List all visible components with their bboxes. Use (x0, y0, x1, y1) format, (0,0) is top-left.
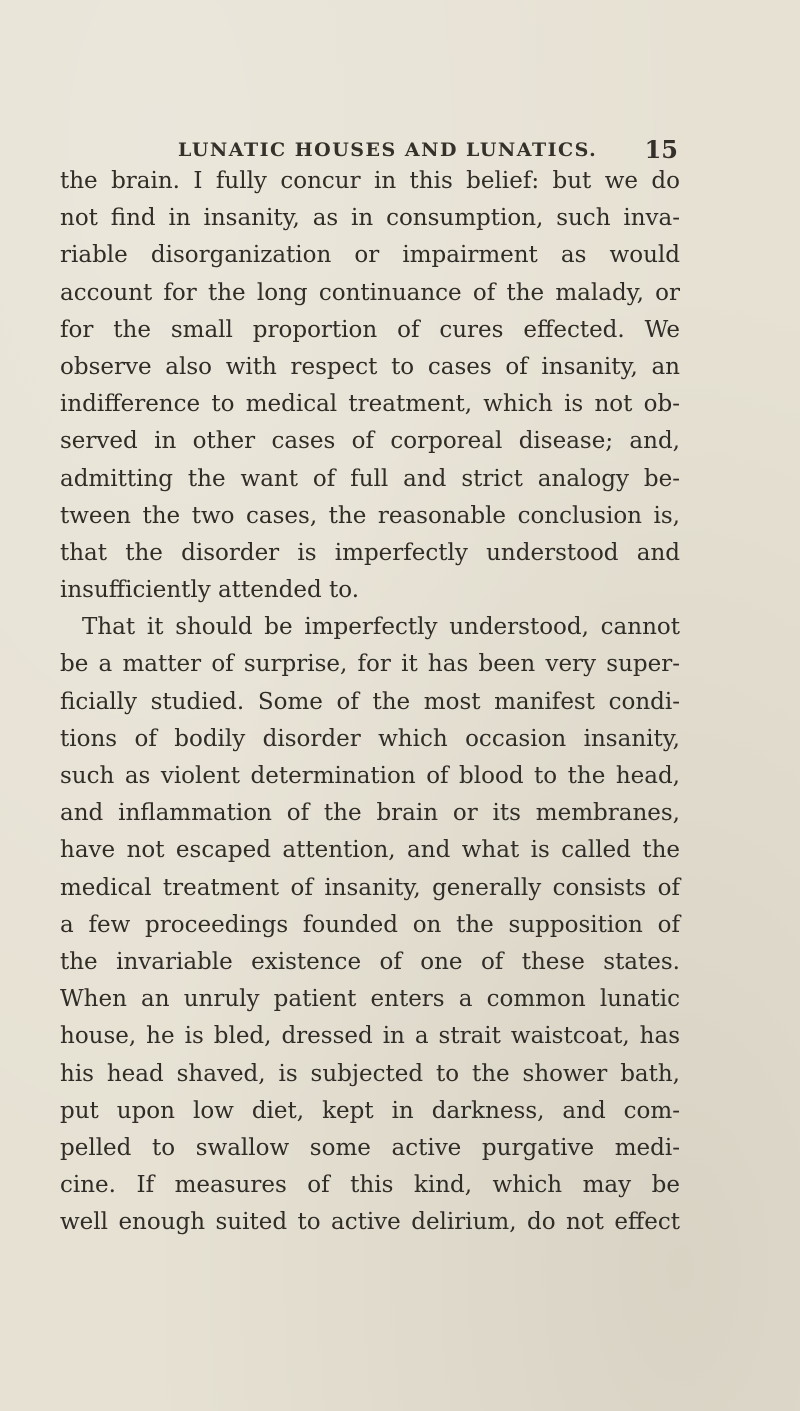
text-line: and inflammation of the brain or its membranes, (60, 800, 680, 827)
text-line: served in other cases of corporeal disease; and, (60, 428, 680, 455)
text-line: put upon low diet, kept in darkness, and com- (60, 1097, 680, 1124)
text-line: a few proceedings founded on the supposition of (60, 911, 680, 938)
text-line: When an unruly patient enters a common lunatic (60, 986, 680, 1013)
text-line: medical treatment of insanity, generally consists of (60, 874, 680, 901)
text-line: account for the long continuance of the malady, or (60, 279, 680, 306)
text-line: such as violent determination of blood to the head, (60, 763, 680, 789)
text-line: have not escaped attention, and what is called the (60, 837, 680, 864)
text-line: riable disorganization or impairment as would (60, 242, 680, 269)
text-line: house, he is bled, dressed in a strait waistcoat, has (60, 1023, 680, 1050)
text-line: admitting the want of full and strict analogy be- (60, 465, 680, 492)
text-line: insufficiently attended to. (60, 577, 360, 604)
text-line: well enough suited to active delirium, do not effect (60, 1209, 680, 1236)
page-number: 15 (644, 135, 678, 164)
text-line: not find in insanity, as in consumption, such inva- (60, 205, 680, 232)
text-line: tween the two cases, the reasonable conclusion is, (60, 502, 680, 529)
body-text (60, 163, 680, 1241)
text-line: for the small proportion of cures effected. We (60, 316, 680, 343)
text-line: ficially studied. Some of the most manifest condi- (60, 688, 680, 715)
text-line: the brain. I fully concur in this belief: but we do (60, 168, 680, 194)
text-line: pelled to swallow some active purgative medi- (60, 1134, 680, 1161)
text-line: his head shaved, is subjected to the shower bath, (60, 1060, 680, 1087)
text-line: cine. If measures of this kind, which may be (60, 1172, 680, 1199)
running-title: LUNATIC HOUSES AND LUNATICS. (178, 139, 598, 161)
text-line: be a matter of surprise, for it has been very super- (60, 651, 680, 678)
text-line: that the disorder is imperfectly understood and (60, 539, 680, 566)
text-line: tions of bodily disorder which occasion insanity, (60, 725, 680, 752)
text-line: observe also with respect to cases of insanity, an (60, 353, 680, 380)
text-line: the invariable existence of one of these states. (60, 948, 680, 975)
text-line: indifference to medical treatment, which is not ob- (60, 391, 680, 418)
text-line: That it should be imperfectly understood, cannot (82, 614, 680, 641)
